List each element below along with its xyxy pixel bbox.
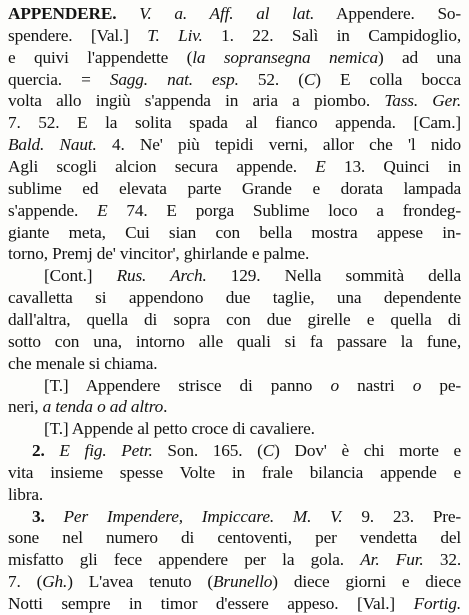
text-line bbox=[8, 47, 461, 69]
italic-citation: Fortig. bbox=[413, 594, 461, 613]
text-line bbox=[8, 178, 461, 200]
italic-citation: Sagg. nat. esp. bbox=[109, 69, 239, 89]
italic-citation: Ar. Fur. bbox=[360, 550, 424, 570]
text-run bbox=[116, 4, 139, 23]
text-line bbox=[8, 156, 461, 178]
text-run: e quivi l'appendette ( bbox=[8, 47, 193, 67]
text-run: 1. 22. Salì in Campidoglio, bbox=[202, 25, 461, 45]
italic-citation: T. Liv. bbox=[147, 25, 203, 45]
text-run: Appendere. So- bbox=[314, 4, 461, 23]
text-run: [T.] Appendere strisce di panno bbox=[44, 375, 331, 395]
text-line bbox=[8, 200, 461, 222]
italic-citation: o bbox=[330, 375, 339, 395]
text-run: ) diece giorni e diece bbox=[272, 572, 461, 592]
bold-heading: APPENDERE. bbox=[8, 4, 117, 23]
text-run: misfatto gli fece appendere per la gola. bbox=[8, 550, 361, 570]
text-line bbox=[8, 134, 461, 156]
italic-citation: Gh. bbox=[42, 572, 68, 592]
text-run: quercia. = bbox=[8, 69, 110, 89]
text-line bbox=[8, 593, 461, 615]
italic-citation: Brunello bbox=[213, 572, 273, 592]
text-line bbox=[8, 396, 461, 418]
text-line bbox=[8, 243, 461, 265]
text-run: 9. 23. Pre- bbox=[342, 506, 461, 526]
text-run: sone nel numero di centoventi, per vendetta del bbox=[8, 528, 461, 548]
text-line bbox=[8, 309, 461, 331]
italic-citation: V. a. Aff. al lat. bbox=[139, 4, 315, 23]
text-run: ) ad una bbox=[377, 47, 461, 67]
text-run: pe- bbox=[421, 375, 461, 395]
text-line bbox=[8, 222, 461, 244]
italic-citation: Tass. Ger. bbox=[384, 91, 461, 111]
text-line bbox=[8, 484, 461, 506]
text-run: neri, bbox=[8, 397, 43, 417]
text-run: 52. ( bbox=[238, 69, 304, 89]
text-line bbox=[44, 265, 461, 287]
italic-citation: E bbox=[97, 200, 108, 220]
text-run: cavalletta si appendono due taglie, una dependente bbox=[8, 288, 461, 308]
bold-heading: 3. bbox=[32, 506, 64, 526]
text-run: 129. Nella sommità della bbox=[206, 266, 461, 286]
italic-citation: o bbox=[412, 375, 422, 395]
text-run: [Cont.] bbox=[44, 266, 117, 286]
text-run: ) E colla bocca bbox=[315, 69, 461, 89]
text-line bbox=[8, 25, 461, 47]
text-run: libra. bbox=[8, 484, 44, 504]
text-line bbox=[44, 375, 461, 397]
italic-citation: C bbox=[303, 69, 316, 89]
text-run: dall'altra, quella di sopra con due girelle e quella di bbox=[8, 309, 461, 329]
text-run: torno, Premj de' vincitor', ghirlande e palme. bbox=[8, 244, 310, 264]
text-run: spendere. [Val.] bbox=[8, 25, 148, 45]
text-run: vita insieme spesse Volte in frale bilancia appende e bbox=[8, 462, 461, 482]
bold-heading: 2. bbox=[32, 441, 60, 460]
text-line bbox=[44, 418, 461, 440]
text-run: 7. 52. E la solita spada al fianco appenda. [Cam.] bbox=[8, 113, 461, 133]
text-line bbox=[32, 440, 461, 462]
text-run: sublime ed elevata parte Grande e dorata lampada bbox=[8, 178, 461, 198]
italic-citation: E bbox=[315, 157, 326, 176]
italic-citation: C bbox=[262, 441, 275, 460]
text-run: 32. bbox=[423, 550, 461, 570]
italic-citation: Per Impendere, Impiccare. M. V. bbox=[63, 506, 343, 526]
text-run: [T.] Appende al petto croce di cavaliere. bbox=[44, 419, 315, 439]
italic-citation: Bald. Naut. bbox=[8, 135, 97, 155]
italic-citation: a tenda o ad altro bbox=[42, 397, 164, 417]
italic-citation: E fig. Petr. bbox=[59, 441, 153, 460]
text-run: 4. Ne' più tepidi verni, allor che 'l nido bbox=[96, 135, 461, 155]
text-line bbox=[8, 549, 461, 571]
text-run: s'appende. bbox=[8, 200, 98, 220]
text-line bbox=[8, 527, 461, 549]
text-line bbox=[8, 331, 461, 353]
text-run: 74. E porga Sublime loco a frondeg- bbox=[107, 200, 461, 220]
text-run: nastri bbox=[338, 375, 413, 395]
text-run: che menale si chiama. bbox=[8, 353, 158, 373]
text-line bbox=[32, 506, 461, 528]
text-run: ) Dov' è chi morte e bbox=[274, 441, 461, 460]
text-line bbox=[8, 462, 461, 484]
text-run: Agli scogli alcion secura appende. bbox=[8, 157, 316, 176]
text-run: 7. ( bbox=[8, 572, 43, 592]
italic-citation: Rus. Arch. bbox=[116, 266, 207, 286]
italic-citation: la sopransegna nemica bbox=[192, 47, 378, 67]
text-run: 13. Quinci in bbox=[325, 157, 461, 176]
text-line bbox=[8, 90, 461, 112]
text-run: sotto con una, intorno alle quali si fa passare la fune, bbox=[8, 331, 461, 351]
text-run: ) L'avea tenuto ( bbox=[67, 572, 213, 592]
text-line bbox=[8, 287, 461, 309]
text-line bbox=[8, 3, 461, 25]
text-line bbox=[8, 353, 461, 375]
text-run: giante meta, Cui sian con bella mostra appese in- bbox=[8, 222, 461, 242]
text-run: volta allo ingiù s'appenda in aria a piombo. bbox=[8, 91, 385, 111]
text-line bbox=[8, 571, 461, 593]
text-line bbox=[8, 69, 461, 91]
text-run: Son. 165. ( bbox=[152, 441, 263, 460]
text-run: Notti sempre in timor d'essere appeso. [Val.] bbox=[8, 594, 414, 613]
text-line bbox=[8, 112, 461, 134]
text-run: . bbox=[163, 397, 168, 417]
